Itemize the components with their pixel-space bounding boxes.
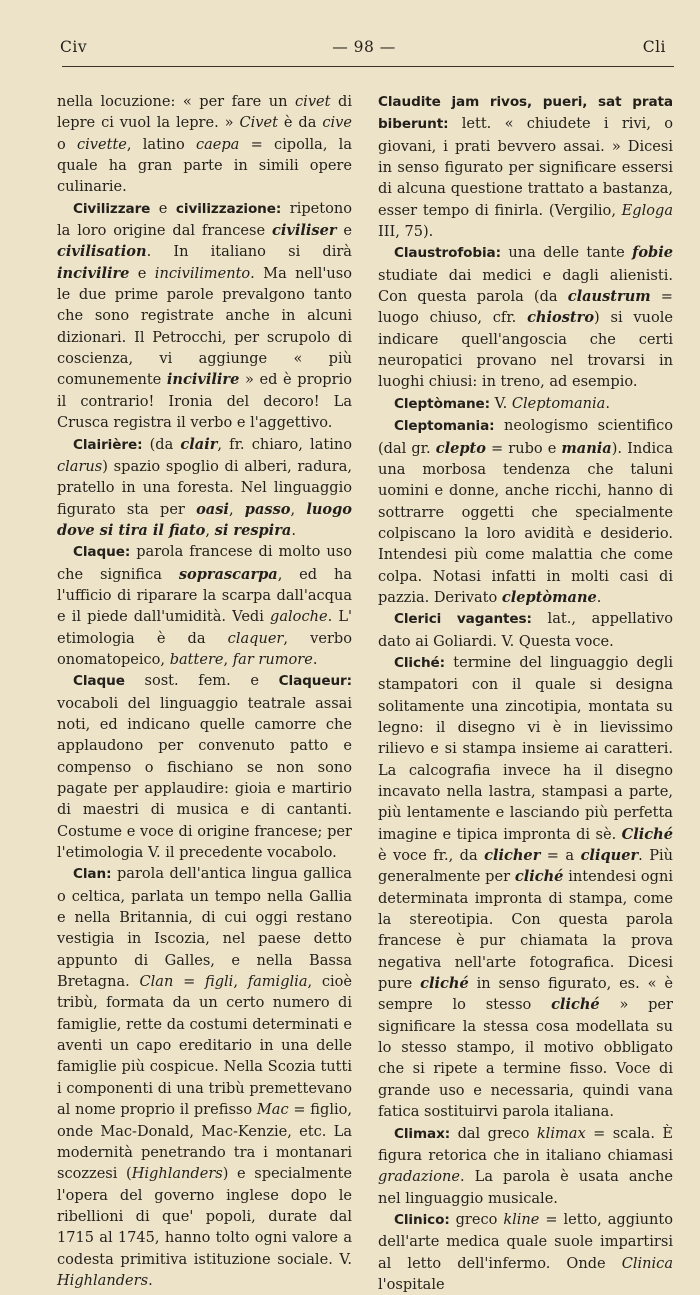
entry-claudite: Claudite jam rivos, pueri, sat prata biberunt: lett. « chiudete i rivi, o giovani, i prati bevvero assai. » Dicesi in senso figurato per significare essersi di alcuna questione trattato a bastanza, esser tempo di finirla. (Vergilio, Egloga III, 75). — [378, 94, 673, 241]
headword: Claustrofobia: — [394, 245, 501, 262]
headword: Claqueur: — [278, 673, 352, 690]
entry-clerici-vagantes: Clerici vagantes: lat., appellativo dato ai Goliardi. V. Questa voce. — [378, 610, 673, 650]
entry-clairiere: Clairière: (da clair, fr. chiaro, latino clarus) spazio spoglio di alberi, radura, pratello in una foresta. Nel linguaggio figurato sta per oasi, passo, luogo dove si tira il fiato, si respira. — [57, 435, 353, 539]
headword: Clan: — [73, 866, 112, 883]
entry-civilizzare: Civilizzare e civilizzazione: ripetono la loro origine dal francese civiliser e civilisation. In italiano si dirà incivilire e incivilimento. Ma nell'uso le due prime parole prevalgono tanto che sono registrate anche in alcuni dizionari. Il Petrocchi, per scrupolo di coscienza, vi aggiunge « più comunemente incivilire » ed è proprio il contrario! Ironia del decoro! La Crusca registra il verbo e l'aggettivo. — [57, 199, 352, 432]
headword: Claque — [73, 673, 125, 690]
headword: Civilizzare — [73, 200, 151, 217]
left-column — [57, 91, 352, 1291]
entry-cleptomania: Cleptomania: neologismo scientifico (dal gr. clepto = rubo e mania). Indica una morbosa tendenza che taluni uomini e donne, anche ricchi, hanno di sottrarre oggetti che specialmente colpiscano la loro avidità e desiderio. Intendesi più come malattia che come colpa. Notasi infatti in molti casi di pazzia. Derivato cleptòmane. — [378, 417, 673, 606]
entry-claqueur: Claque sost. fem. e Claqueur: vocaboli del linguaggio teatrale assai noti, ed indicano quelle camorre che applaudono per convenuto patto e compenso o fischiano se non sono pagate per applaudire: gioia e martirio di maestri di musica e di cantanti. Costume e voce di origine francese; per l'etimologia V. il precedente vocabolo. — [57, 672, 352, 862]
headword: civilizzazione: — [175, 200, 282, 217]
entry-claque: Claque: parola francese di molto uso che significa soprascarpa, ed ha l'ufficio di riparare la scarpa dall'acqua e il piede dall'umidità. Vedi galoche. L' etimologia è da claquer, verbo onomatopeico, battere, far rumore. — [57, 543, 352, 668]
headword: Claudite jam rivos, pueri, sat prata biberunt: — [378, 94, 673, 133]
header-left-guideword: Civ — [60, 38, 88, 56]
entry-clan: Clan: parola dell'antica lingua gallica o celtica, parlata un tempo nella Gallia e nella Britannia, di cui oggi restano vestigia in Iscozia, nel paese detto appunto di Galles, e nella Bassa Bretagna. Clan = figli, famiglia, cioè tribù, formata da un certo numero di famiglie, rette da costumi determinati e aventi un capo ereditario in una delle famiglie più cospicue. Nella Scozia tutti i componenti di una tribù premettevano al nome proprio il prefisso Mac = figlio, onde Mac-Donald, Mac-Kenzie, etc. La modernità penetrando tra i montanari scozzesi (Highlanders) e specialmente l'opera del governo inglese dopo le ribellioni di que' popoli, durate dal 1715 al 1745, hanno tolto ogni valore a codesta primitiva istituzione sociale. V. Highlanders. — [57, 865, 353, 1289]
headword: Cleptòmane: — [394, 395, 490, 412]
entry-civet-continuation: nella locuzione: « per fare un civet di lepre ci vuol la lepre. » Civet è da cive o civette, latino caepa = cipolla, la quale ha gran parte in simili opere culinarie. — [57, 93, 352, 196]
headword: Claque: — [73, 544, 131, 561]
right-column — [378, 91, 673, 1295]
running-header — [58, 38, 670, 62]
entry-clinico: Clinico: greco kline = letto, aggiunto dell'arte medica quale suole impartirsi al letto dell'infermo. Onde Clinica l'ospitale — [378, 1210, 674, 1293]
headword: Clairière: — [73, 436, 143, 453]
header-rule — [62, 66, 674, 67]
entry-climax: Climax: dal greco klimax = scala. È figura retorica che in italiano chiamasi gradazione. La parola è usata anche nel linguaggio musicale. — [378, 1124, 673, 1207]
headword: Clinico: — [394, 1211, 450, 1228]
header-right-guideword: Cli — [642, 38, 666, 56]
page-number: — 98 — — [332, 38, 396, 56]
headword: Cliché: — [394, 654, 445, 671]
entry-claustrofobia: Claustrofobia: una delle tante fobie studiate dai medici e dagli alienisti. Con questa parola (da claustrum = luogo chiuso, cfr. chiostro) si vuole indicare quell'angoscia che certi neuropatici provano nel trovarsi in luoghi chiusi: in treno, ad esempio. — [378, 244, 673, 391]
headword: Climax: — [394, 1125, 451, 1142]
headword: Clerici vagantes: — [394, 611, 532, 628]
headword: Cleptomania: — [394, 418, 495, 435]
entry-cleptomane: Cleptòmane: V. Cleptomania. — [394, 394, 610, 412]
entry-cliche: Cliché: termine del linguaggio degli stampatori con il quale si designa solitamente una zincotipia, montata su legno: il disegno vi è in lievissimo rilievo e si stampa insieme ai caratteri. La calcografia invece ha il disegno incavato nella lastra, stampasi a parte, più lentamente e lasciando più perfetta imagine e tipica impronta di sè. Cliché è voce fr., da clicher = a cliquer. Più generalmente per cliché intendesi ogni determinata impronta di stampa, come la stereotipia. Con questa parola francese è pur chiamata la prova negativa nell'arte fotografica. Dicesi pure cliché in senso figurato, es. « è sempre lo stesso cliché » per significare la stessa cosa modellata su lo stesso stampo, il motivo obbligato che si ripete a termine fisso. Voce di grande uso e necessaria, quindi vana fatica sostituirvi parola italiana. — [378, 653, 674, 1121]
